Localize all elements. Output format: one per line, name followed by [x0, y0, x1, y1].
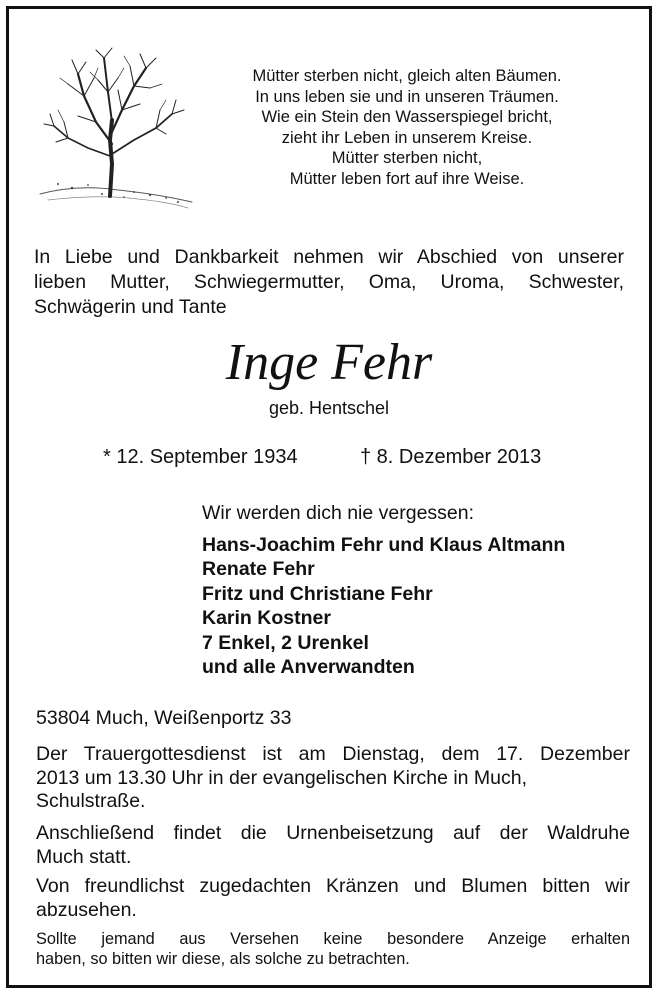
mourners-list: [202, 533, 565, 679]
poem-line: zieht ihr Leben in unserem Kreise.: [281, 128, 533, 147]
poem-line: Mütter sterben nicht,: [331, 149, 483, 168]
mourner: und alle Anverwandten: [202, 656, 415, 679]
poem-line: Wie ein Stein den Wasserspiegel bricht,: [261, 108, 553, 127]
mourner: 7 Enkel, 2 Urenkel: [202, 631, 369, 654]
service-line: 2013 um 13.30 Uhr in der evangelischen Kirche in Much,: [36, 766, 528, 789]
mourner: Hans-Joachim Fehr und Klaus Altmann: [202, 534, 566, 556]
burial-line: Anschließend findet die Urnenbeisetzung auf der Waldruhe: [36, 822, 630, 844]
notice-info: [36, 929, 630, 969]
birth-date: * 12. September 1934: [103, 446, 298, 468]
flowers-line: Von freundlichst zugedachten Kränzen und Blumen bitten wir: [36, 875, 630, 897]
intro-line: Schwägerin und Tante: [34, 296, 227, 318]
poem-line: In uns leben sie und in unseren Träumen.: [255, 87, 559, 106]
service-line: Schulstraße.: [36, 790, 146, 813]
tree-illustration: [38, 44, 194, 214]
intro-line: lieben Mutter, Schwiegermutter, Oma, Uroma, Schwester,: [34, 271, 624, 293]
mourner: Karin Kostner: [202, 607, 331, 630]
death-date: † 8. Dezember 2013: [360, 446, 542, 468]
burial-line: Much statt.: [36, 845, 132, 868]
notice-line: Sollte jemand aus Versehen keine besondere Anzeige erhalten: [36, 930, 630, 948]
service-line: Der Trauergottesdienst ist am Dienstag, dem 17. Dezember: [36, 743, 630, 765]
notice-line: haben, so bitten wir diese, als solche zu betrachten.: [36, 950, 410, 968]
poem: [204, 66, 610, 190]
maiden-name: geb. Hentschel: [268, 398, 390, 418]
flowers-info: [36, 875, 630, 922]
poem-line: Mütter leben fort auf ihre Weise.: [289, 169, 525, 188]
address: 53804 Much, Weißenportz 33: [36, 707, 292, 729]
burial-info: [36, 822, 630, 869]
deceased-name: Inge Fehr: [225, 334, 433, 391]
poem-line: Mütter sterben nicht, gleich alten Bäumen.: [252, 67, 562, 85]
forget-line: Wir werden dich nie vergessen:: [202, 502, 475, 524]
intro-line: In Liebe und Dankbarkeit nehmen wir Abschied von unserer: [34, 246, 624, 268]
flowers-line: abzusehen.: [36, 898, 137, 921]
mourner: Renate Fehr: [202, 558, 315, 581]
intro-text: [34, 245, 624, 320]
service-info: [36, 743, 630, 814]
mourner: Fritz und Christiane Fehr: [202, 582, 433, 605]
